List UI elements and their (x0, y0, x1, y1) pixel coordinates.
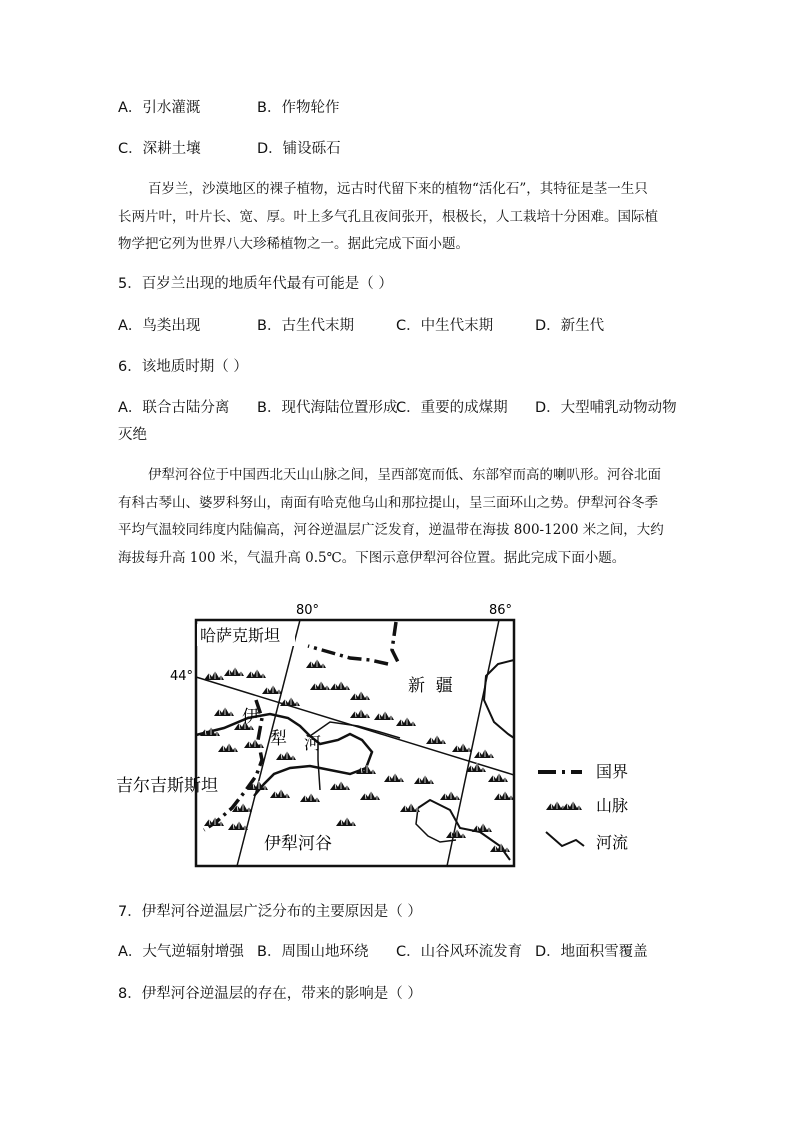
lon-86-label: 86° (489, 603, 513, 618)
legend-river-label: 河流 (596, 833, 629, 852)
prev-option-b: B．作物轮作 (257, 100, 340, 116)
q7-stem: 7．伊犁河谷逆温层广泛分布的主要原因是（ ） (118, 904, 422, 920)
q5-option-d: D．新生代 (535, 318, 605, 334)
yili-label-li: 犁 (270, 729, 287, 749)
q6-option-c: C．重要的成煤期 (396, 400, 508, 416)
yili-label-he: 河 (304, 734, 321, 754)
q7-option-a: A．大气逆辐射增强 (118, 944, 244, 960)
q8-stem: 8．伊犁河谷逆温层的存在，带来的影响是（ ） (118, 986, 422, 1002)
q5-option-c: C．中生代末期 (396, 318, 494, 334)
q7-option-b: B．周围山地环绕 (257, 944, 369, 960)
prev-option-c: C．深耕土壤 (118, 141, 201, 157)
legend-border-label: 国界 (596, 762, 629, 781)
prev-option-d: D．铺设砾石 (257, 141, 341, 157)
valley-label: 伊犁河谷 (264, 834, 332, 854)
q5-stem: 5．百岁兰出现的地质年代最有可能是（ ） (118, 276, 393, 292)
national-border (308, 622, 398, 664)
lat-44-label: 44° (170, 669, 194, 684)
q6-option-d: D．大型哺乳动物动物 (535, 400, 677, 416)
legend-river-icon (546, 832, 584, 846)
passage2-line3: 平均气温较同纬度内陆偏高，河谷逆温层广泛发育，逆温带在海拔 800-1200 米之间，大约 (118, 522, 664, 538)
xinjiang-label: 新 疆 (408, 676, 453, 696)
legend-mountain-icon (546, 801, 582, 810)
passage1-line1: 百岁兰，沙漠地区的裸子植物，远古时代留下来的植物“活化石”，其特征是茎一生只 (148, 181, 648, 197)
prev-option-a: A．引水灌溉 (118, 100, 201, 116)
meridian-86 (447, 620, 499, 866)
q5-option-a: A．鸟类出现 (118, 318, 201, 334)
q7-option-c: C．山谷风环流发育 (396, 944, 523, 960)
q6-option-d-wrap: 灭绝 (118, 427, 147, 443)
map-legend (538, 762, 628, 852)
yili-label-yi: 伊 (242, 707, 259, 727)
q6-option-b: B．现代海陆位置形成 (257, 400, 398, 416)
legend-mountain-label: 山脉 (596, 796, 629, 815)
lon-80-label: 80° (296, 603, 320, 618)
q5-option-b: B．古生代末期 (257, 318, 354, 334)
yili-valley-map (110, 595, 670, 875)
passage1-line2: 长两片叶，叶片长、宽、厚。叶上多气孔且夜间张开，根极长，人工栽培十分困难。国际植 (118, 209, 658, 225)
q6-stem: 6．该地质时期（ ） (118, 359, 248, 375)
mountain-range-south (204, 765, 514, 852)
yili-river (196, 714, 372, 796)
passage2-line2: 有科古琴山、婆罗科努山，南面有哈克他乌山和那拉提山，呈三面环山之势。伊犁河谷冬季 (118, 495, 658, 511)
kyrgyzstan-label: 吉尔吉斯斯坦 (116, 776, 218, 796)
passage1-line3: 物学把它列为世界八大珍稀植物之一。据此完成下面小题。 (118, 236, 469, 252)
q6-option-a: A．联合古陆分离 (118, 400, 230, 416)
passage2-line1: 伊犁河谷位于中国西北天山山脉之间，呈西部宽而低、东部窄而高的喇叭形。河谷北面 (148, 467, 661, 483)
q7-option-d: D．地面积雪覆盖 (535, 944, 648, 960)
passage2-line4: 海拔每升高 100 米，气温升高 0.5℃。下图示意伊犁河谷位置。据此完成下面小题。 (118, 550, 626, 566)
kazakhstan-label: 哈萨克斯坦 (200, 626, 281, 645)
